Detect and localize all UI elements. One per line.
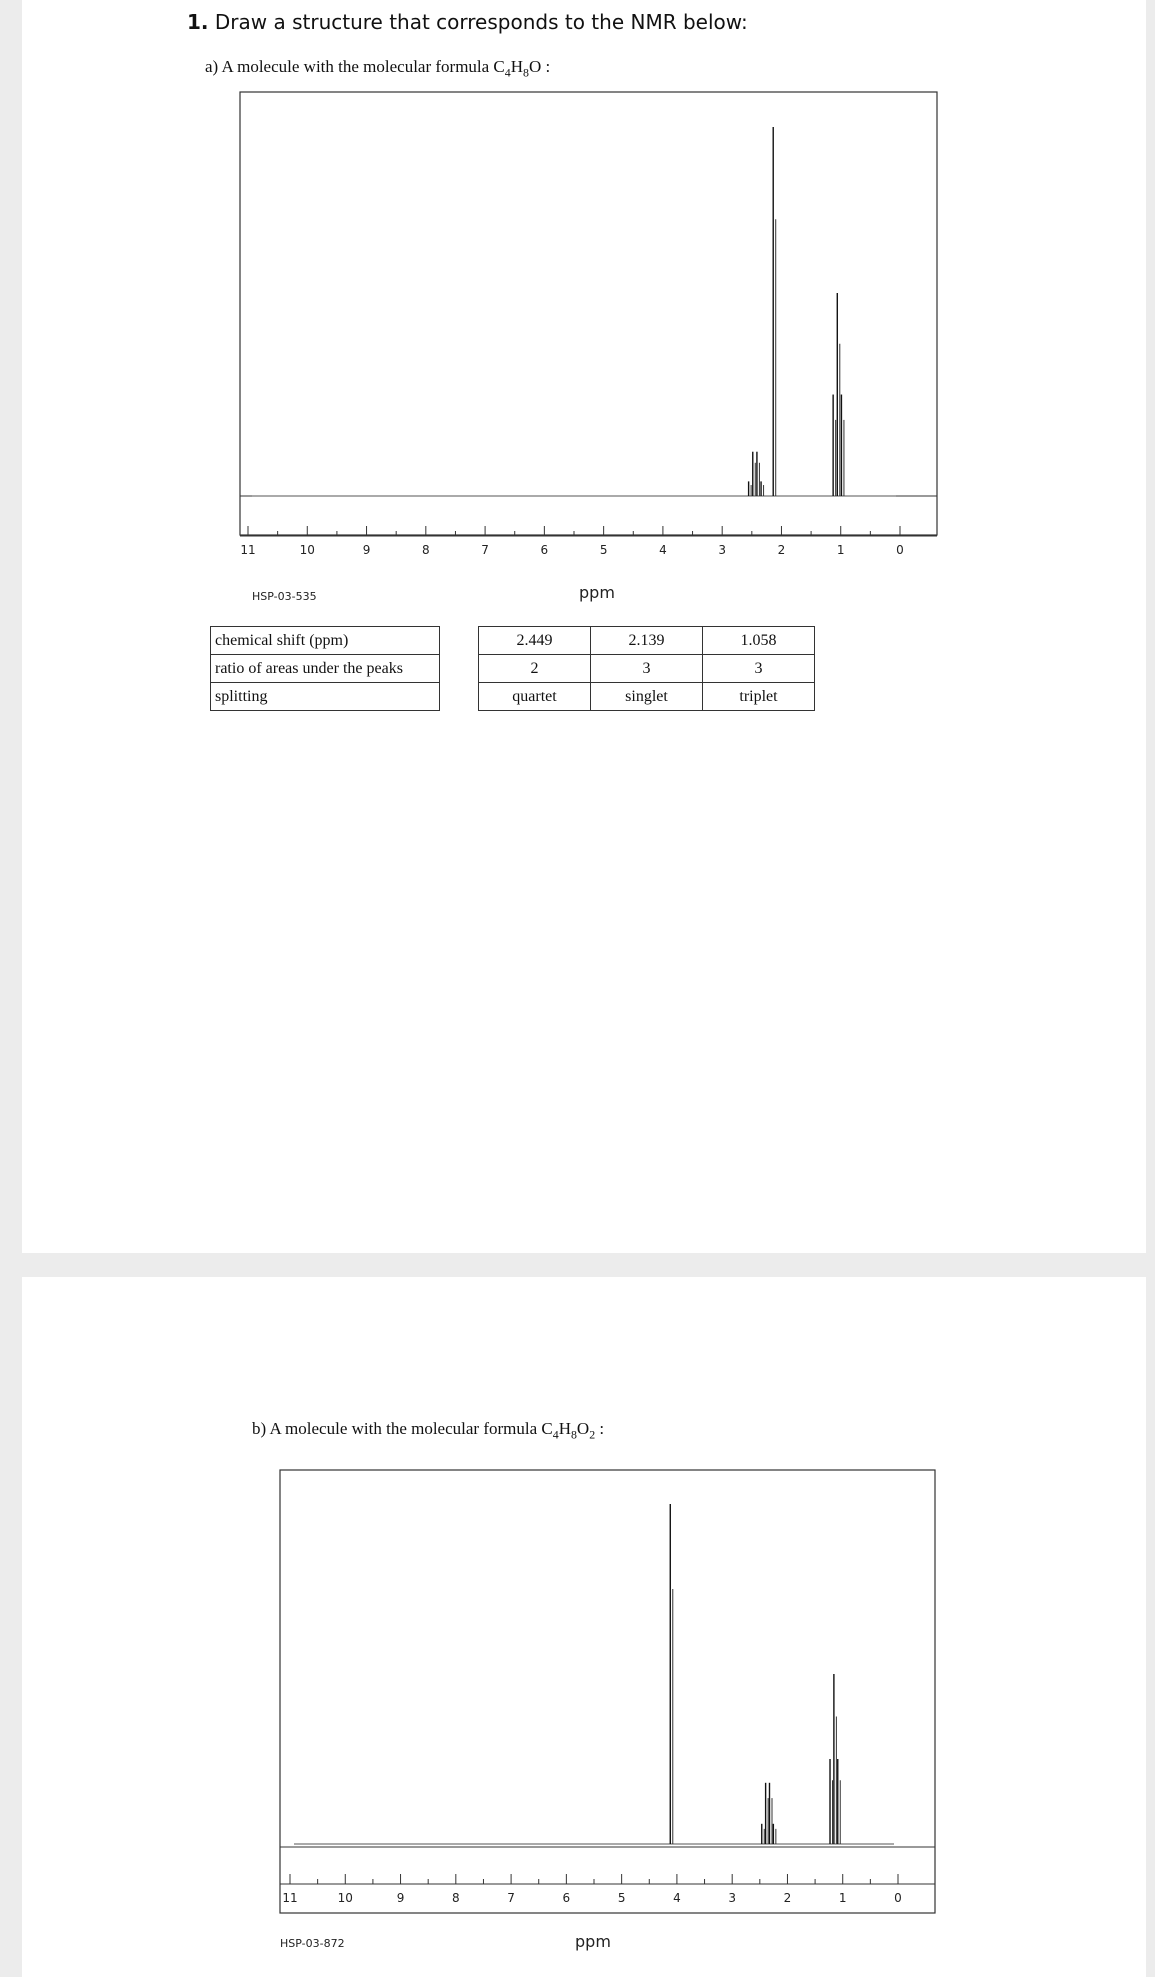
row-label: splitting — [211, 683, 440, 711]
nmr-data-table — [210, 626, 815, 711]
table-row-shift — [211, 627, 815, 655]
tick-label: 4 — [659, 543, 667, 557]
tick-label: 4 — [673, 1891, 681, 1905]
splitting-cell: quartet — [479, 683, 591, 711]
tick-label: 3 — [718, 543, 727, 557]
row-label: chemical shift (ppm) — [211, 627, 440, 655]
tick-label: 2 — [777, 543, 786, 557]
tick-label: 8 — [451, 1891, 460, 1905]
worksheet-page-1 — [22, 0, 1146, 1253]
x-axis-label: ppm — [575, 1932, 611, 1951]
tick-label: 7 — [481, 543, 489, 557]
tick-label: 3 — [728, 1891, 737, 1905]
spectrum-code: HSP-03-872 — [280, 1937, 345, 1950]
ratio-cell: 3 — [703, 655, 815, 683]
shift-cell: 2.139 — [591, 627, 703, 655]
tick-label: 10 — [299, 543, 315, 557]
nmr-spectrum-b — [22, 1277, 1146, 1967]
tick-label: 11 — [240, 543, 256, 557]
tick-label: 6 — [540, 543, 549, 557]
tick-label: 10 — [337, 1891, 353, 1905]
tick-label: 0 — [894, 1891, 902, 1905]
x-axis-label: ppm — [579, 583, 615, 602]
nmr-spectrum-a — [22, 0, 1146, 620]
table-row-ratio — [211, 655, 815, 683]
shift-cell: 1.058 — [703, 627, 815, 655]
tick-label: 11 — [282, 1891, 298, 1905]
ratio-cell: 3 — [591, 655, 703, 683]
row-label: ratio of areas under the peaks — [211, 655, 440, 683]
part-b-title: b) A molecule with the molecular formula $C_4H_8O_2$ : — [252, 1419, 605, 1442]
tick-label: 0 — [896, 543, 904, 557]
tick-label: 1 — [836, 543, 845, 557]
spectrum-code: HSP-03-535 — [252, 590, 317, 603]
tick-label: 9 — [362, 543, 371, 557]
tick-label: 8 — [421, 543, 430, 557]
ratio-cell: 2 — [479, 655, 591, 683]
tick-label: 6 — [562, 1891, 571, 1905]
question-number: 1. — [187, 10, 209, 34]
tick-label: 2 — [783, 1891, 792, 1905]
worksheet-page-2 — [22, 1277, 1146, 1977]
tick-label: 1 — [838, 1891, 847, 1905]
part-a-title: a) A molecule with the molecular formula $C_4H_8O$ : — [205, 57, 551, 80]
tick-label: 9 — [396, 1891, 405, 1905]
shift-cell: 2.449 — [479, 627, 591, 655]
table-row-splitting — [211, 683, 815, 711]
tick-label: 5 — [599, 543, 608, 557]
tick-label: 5 — [617, 1891, 626, 1905]
splitting-cell: triplet — [703, 683, 815, 711]
splitting-cell: singlet — [591, 683, 703, 711]
question-text: Draw a structure that corresponds to the NMR below: — [214, 10, 748, 34]
tick-label: 7 — [507, 1891, 515, 1905]
